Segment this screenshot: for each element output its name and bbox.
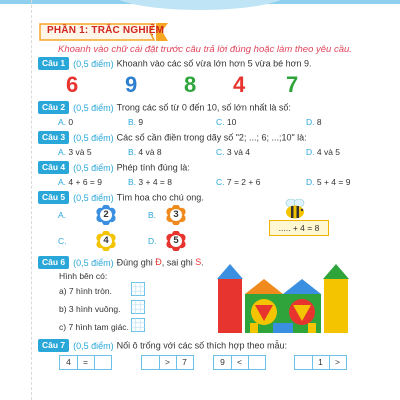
flower-icon[interactable]: 2 <box>96 205 116 225</box>
question-points: (0,5 điểm) <box>73 58 114 69</box>
option-d[interactable]: D. 5 + 4 = 9 <box>306 177 351 187</box>
question-points: (0,5 điểm) <box>73 257 114 268</box>
option-c[interactable]: C. 10 <box>216 117 237 127</box>
question-2 <box>38 101 291 114</box>
section-banner <box>38 21 170 43</box>
compare-box[interactable]: 1 > <box>294 355 347 370</box>
question-text: Phép tính đúng là: <box>116 162 190 173</box>
statement-a: a) 7 hình tròn. <box>59 286 112 296</box>
flower-option-b[interactable]: B. <box>148 210 157 220</box>
question-text: Trong các số từ 0 đến 10, số lớn nhất là số: <box>116 102 291 113</box>
statement-c: c) 7 hình tam giác. <box>59 322 129 332</box>
section-title: PHẦN 1: TRẮC NGHIỆM <box>47 25 165 36</box>
top-decoration <box>110 0 290 10</box>
question-text: Tìm hoa cho chú ong. <box>116 192 204 203</box>
margin-line <box>31 0 32 400</box>
option-a[interactable]: A. 4 + 6 = 9 <box>58 177 102 187</box>
option-a[interactable]: A. 0 <box>58 117 74 127</box>
number-choice[interactable]: 4 <box>233 72 246 97</box>
option-d[interactable]: D. 8 <box>306 117 322 127</box>
compare-box[interactable]: 4 = <box>59 355 112 370</box>
question-number: Câu 5 <box>38 191 69 204</box>
question-text: Khoanh vào các số vừa lớn hơn 5 vừa bé hơn 9. <box>116 58 312 69</box>
shape-figure <box>215 263 351 335</box>
question-7 <box>38 339 287 352</box>
question-5 <box>38 191 204 204</box>
figure-intro: Hình bên có: <box>59 271 108 281</box>
option-b[interactable]: B. 3 + 4 = 8 <box>128 177 172 187</box>
option-a[interactable]: A. 3 và 5 <box>58 147 92 157</box>
question-3 <box>38 131 307 144</box>
option-b[interactable]: B. 4 và 8 <box>128 147 162 157</box>
question-text: Nối ô trống với các số thích hợp theo mẫu: <box>116 340 288 351</box>
flower-option-a[interactable]: A. <box>58 210 67 220</box>
option-d[interactable]: D. 4 và 5 <box>306 147 341 157</box>
number-choice[interactable]: 9 <box>125 72 138 97</box>
question-1 <box>38 57 312 70</box>
question-points: (0,5 điểm) <box>73 340 114 351</box>
question-number: Câu 4 <box>38 161 69 174</box>
flower-option-d[interactable]: D. <box>148 236 157 246</box>
question-number: Câu 7 <box>38 339 69 352</box>
question-4 <box>38 161 190 174</box>
question-number: Câu 3 <box>38 131 69 144</box>
number-choice[interactable]: 8 <box>184 72 197 97</box>
bee-icon <box>282 198 308 220</box>
instruction: Khoanh vào chữ cái đặt trước câu trả lời đúng hoặc làm theo yêu cầu. <box>58 44 352 55</box>
answer-grid[interactable] <box>131 318 145 332</box>
number-choice[interactable]: 7 <box>286 72 299 97</box>
compare-box[interactable]: 9 < <box>213 355 266 370</box>
option-c[interactable]: C. 3 và 4 <box>216 147 251 157</box>
question-number: Câu 1 <box>38 57 69 70</box>
question-number: Câu 6 <box>38 256 69 269</box>
question-6: Câu 6 (0,5 điểm) Đúng ghi Đ, sai ghi S. <box>38 256 204 269</box>
number-choice[interactable]: 6 <box>66 72 79 97</box>
question-points: (0,5 điểm) <box>73 132 114 143</box>
compare-box[interactable]: > 7 <box>141 355 194 370</box>
answer-grid[interactable] <box>131 300 145 314</box>
flower-option-c[interactable]: C. <box>58 236 67 246</box>
equation-box: ..... + 4 = 8 <box>269 220 329 236</box>
question-points: (0,5 điểm) <box>73 162 114 173</box>
question-points: (0,5 điểm) <box>73 102 114 113</box>
question-number: Câu 2 <box>38 101 69 114</box>
flower-icon[interactable]: 3 <box>166 205 186 225</box>
statement-b: b) 3 hình vuông. <box>59 304 121 314</box>
flower-icon[interactable]: 4 <box>96 231 116 251</box>
question-text: Các số cần điền trong dãy số "2; ...; 6; ...;10" là: <box>116 132 307 143</box>
question-points: (0,5 điểm) <box>73 192 114 203</box>
flower-icon[interactable]: 5 <box>166 231 186 251</box>
answer-grid[interactable] <box>131 282 145 296</box>
option-b[interactable]: B. 9 <box>128 117 144 127</box>
option-c[interactable]: C. 7 = 2 + 6 <box>216 177 261 187</box>
